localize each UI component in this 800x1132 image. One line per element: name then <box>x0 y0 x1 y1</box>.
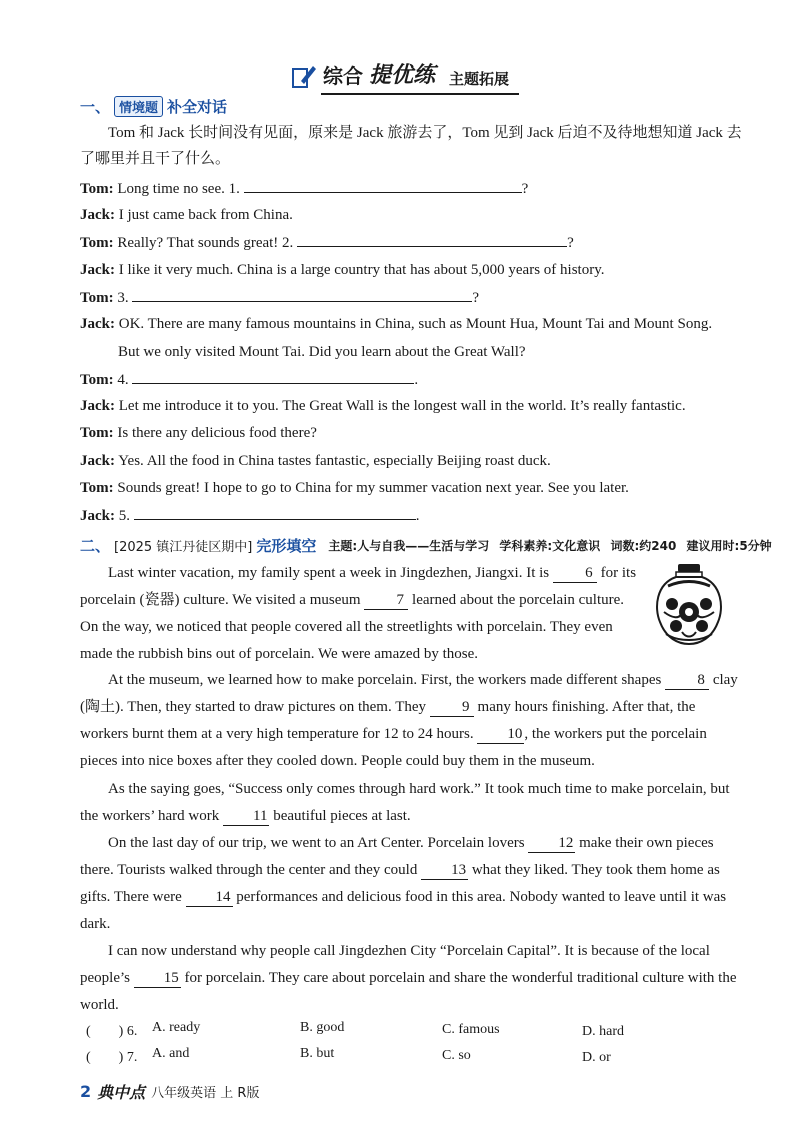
cloze-blank-15[interactable]: 15 <box>134 969 181 988</box>
dialogue-line-2: Jack: I just came back from China. <box>80 207 293 223</box>
option-7a[interactable]: A. and <box>152 1046 190 1061</box>
header-title-part2: 提优练 <box>368 63 435 88</box>
page-number: 2 <box>80 1082 92 1101</box>
porcelain-vase-image <box>652 562 726 646</box>
answer-blank-5[interactable] <box>134 505 416 520</box>
passage-paragraph-5: I can now understand why people call Jingdezhen City “Porcelain Capital”. It is because of the local people’s 15 for porcelain. They care about porcelain and share the wonderful traditional culture with the world. <box>80 943 737 1013</box>
answer-blank-2[interactable] <box>297 232 567 247</box>
dialogue-line-12: Tom: Sounds great! I hope to go to China for my summer vacation next year. See you later. <box>80 480 629 496</box>
dialogue-line-8: Tom: 4. . <box>80 369 750 390</box>
cloze-blank-13[interactable]: 13 <box>421 861 468 880</box>
header-title-part1: 综合 <box>322 64 363 88</box>
option-7b[interactable]: B. but <box>300 1046 335 1061</box>
section1-tag: 情境题 <box>114 96 163 117</box>
option-6c[interactable]: C. famous <box>442 1022 500 1037</box>
section2-heading: 完形填空 <box>256 537 317 555</box>
cloze-blank-14[interactable]: 14 <box>186 888 233 907</box>
dialogue-line-6: Jack: OK. There are many famous mountains in China, such as Mount Hua, Mount Tai and Mount Song. <box>80 316 713 332</box>
page-footer <box>80 1080 259 1103</box>
dialogue-line-11: Jack: Yes. All the food in China tastes fantastic, especially Beijing roast duck. <box>80 453 551 469</box>
question-number-7[interactable]: ( ) 7. <box>86 1050 138 1065</box>
section2-title <box>80 535 772 556</box>
book-title: 八年级英语 上 R版 <box>151 1086 260 1101</box>
section1-heading: 补全对话 <box>167 98 228 116</box>
passage-paragraph-1: Last winter vacation, my family spent a week in Jingdezhen, Jiangxi. It is 6 for its porcelain (瓷器) culture. We visited a museum 7 learned about the porcelain culture. On the way, we noticed that people covered all the streetlights with porcelain. They even made the rubbish bins out of porcelain. We were amazed by those. <box>80 565 637 662</box>
page-header <box>0 58 800 95</box>
option-6a[interactable]: A. ready <box>152 1020 201 1035</box>
section1-number: 一、 <box>80 98 111 116</box>
dialogue-line-1: Tom: Long time no see. 1. ? <box>80 178 750 199</box>
cloze-blank-7[interactable]: 7 <box>364 591 408 610</box>
option-7c[interactable]: C. so <box>442 1048 471 1063</box>
answer-blank-4[interactable] <box>132 369 414 384</box>
answer-blank-1[interactable] <box>244 178 522 193</box>
section2-number: 二、 <box>80 537 111 555</box>
passage-paragraph-2: At the museum, we learned how to make porcelain. First, the workers made different shapes 8 clay (陶土). Then, they started to draw pictures on them. They 9 many hours finishing. After that, the workers burnt them at a very high temperature for 12 to 24 hours. 10 , the workers put the porcelain pieces into nice boxes after they cooled down. People could buy them in the museum. <box>80 672 738 769</box>
option-6d[interactable]: D. hard <box>582 1024 624 1039</box>
passage-paragraph-4: On the last day of our trip, we went to an Art Center. Porcelain lovers 12 make their own pieces there. Tourists walked through the center and they could 13 what they liked. They took them home as gifts. There were 14 performances and delicious food in this area. Nobody wanted to leave until it was dark. <box>80 835 727 932</box>
question-number-6[interactable]: ( ) 6. <box>86 1024 138 1039</box>
dialogue-line-3: Tom: Really? That sounds great! 2. ? <box>80 232 750 253</box>
answer-blank-3[interactable] <box>132 287 472 302</box>
passage-paragraph-3: As the saying goes, “Success only comes through hard work.” It took much time to make porcelain, but the workers’ hard work 11 beautiful pieces at last. <box>80 781 730 824</box>
brand-logo: 典中点 <box>97 1083 146 1102</box>
dialogue-line-13: Jack: 5. . <box>80 505 750 526</box>
pencil-book-icon <box>291 63 317 89</box>
header-underline <box>321 93 519 95</box>
dialogue-line-7: But we only visited Mount Tai. Did you learn about the Great Wall? <box>118 344 526 360</box>
option-7d[interactable]: D. or <box>582 1050 611 1065</box>
dialogue-line-5: Tom: 3. ? <box>80 287 750 308</box>
dialogue-line-10: Tom: Is there any delicious food there? <box>80 425 317 441</box>
cloze-blank-9[interactable]: 9 <box>430 698 474 717</box>
dialogue-line-9: Jack: Let me introduce it to you. The Great Wall is the longest wall in the world. It’s really fantastic. <box>80 398 686 414</box>
header-subtitle: 主题拓展 <box>449 70 510 88</box>
option-6b[interactable]: B. good <box>300 1020 345 1035</box>
section1-title <box>80 96 227 117</box>
cloze-blank-8[interactable]: 8 <box>665 671 709 690</box>
cloze-blank-6[interactable]: 6 <box>553 564 597 583</box>
cloze-blank-12[interactable]: 12 <box>528 834 575 853</box>
section1-intro: Tom 和 Jack 长时间没有见面，原来是 Jack 旅游去了，Tom 见到 Jack 后迫不及待地想知道 Jack 去了哪里并且干了什么。 <box>80 125 742 167</box>
cloze-blank-11[interactable]: 11 <box>223 807 269 826</box>
section2-meta: 主题:人与自我——生活与学习 学科素养:文化意识 词数:约240 建议用时:5分钟 <box>328 539 772 553</box>
cloze-blank-10[interactable]: 10 <box>477 725 524 744</box>
section2-source: [2025 镇江丹徒区期中] <box>114 540 253 555</box>
dialogue-line-4: Jack: I like it very much. China is a large country that has about 5,000 years of history. <box>80 262 605 278</box>
